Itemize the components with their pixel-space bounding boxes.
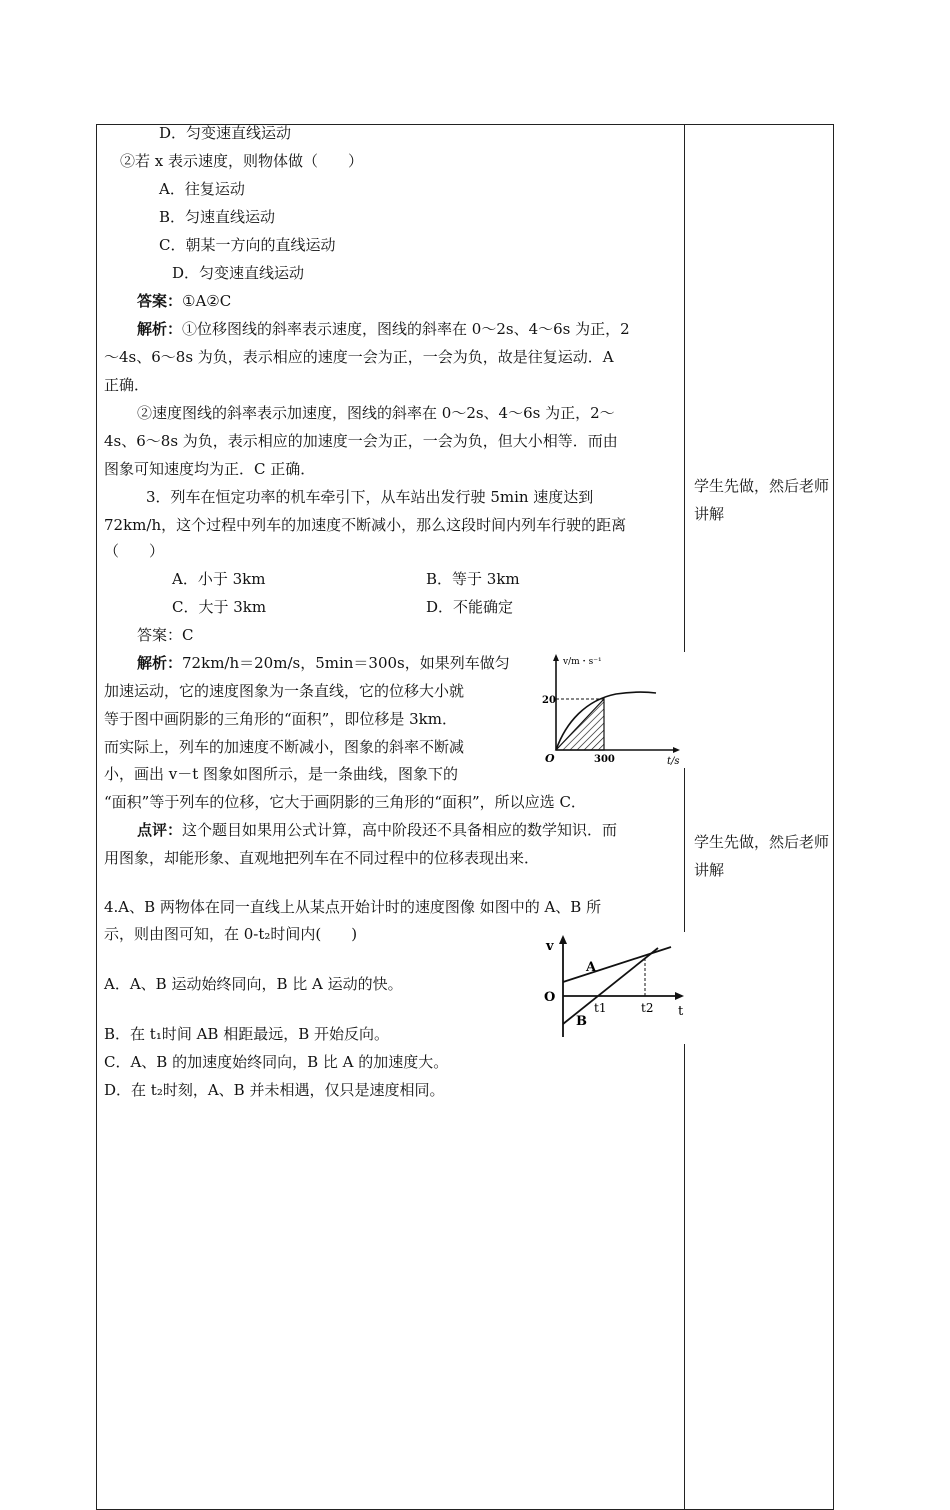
teaching-note: 学生先做，然后老师讲解 <box>694 477 830 523</box>
graph-x-label: t/s <box>667 756 680 767</box>
q3-option-c: C．大于 3km <box>172 598 267 616</box>
graph-t-label: t <box>678 1004 684 1019</box>
t2-label: t2 <box>641 1001 654 1015</box>
q2-option-b: B．匀速直线运动 <box>159 208 276 226</box>
graph-x-tick: 300 <box>594 754 615 765</box>
q3-analysis-line: 小，画出 v－t 图象如图所示，是一条曲线，图象下的 <box>104 765 459 783</box>
q3-analysis-line <box>137 653 510 673</box>
analysis-label: 解析： <box>137 654 183 672</box>
q2-answer <box>137 291 231 311</box>
graph-origin: O <box>544 990 556 1005</box>
q3-stem: （ ） <box>104 542 165 560</box>
analysis-text: ①位移图线的斜率表示速度，图线的斜率在 0～2s、4～6s 为正，2 <box>182 320 630 338</box>
q4-option-a: A．A、B 运动始终同向，B 比 A 运动的快。 <box>104 975 403 993</box>
analysis-text: 72km/h＝20m/s，5min＝300s，如果列车做匀 <box>182 654 510 672</box>
graph-origin: O <box>545 752 555 765</box>
q3-option-b: B．等于 3km <box>426 570 520 588</box>
analysis-label: 解析： <box>137 320 183 338</box>
q2-option-a: A．往复运动 <box>159 180 245 198</box>
q4-stem: 4.A、B 两物体在同一直线上从某点开始计时的速度图像 如图中的 A、B 所 <box>104 898 602 916</box>
q3-option-a: A．小于 3km <box>172 570 266 588</box>
q3-stem: 3．列车在恒定功率的机车牵引下，从车站出发行驶 5min 速度达到 <box>146 488 594 506</box>
teaching-note: 学生先做，然后老师讲解 <box>694 833 830 879</box>
q2-option-d: D．匀变速直线运动 <box>172 264 305 282</box>
q3-analysis-line: 而实际上，列车的加速度不断减小，图象的斜率不断减 <box>104 738 465 756</box>
line-b-label: B <box>576 1014 587 1029</box>
answer-label: 答案： <box>137 292 183 310</box>
q3-stem: 72km/h，这个过程中列车的加速度不断减小，那么这段时间内列车行驶的距离 <box>104 516 627 534</box>
q4-stem: 示，则由图可知，在 0-t₂时间内( ) <box>104 925 358 943</box>
q3-comment-line <box>137 820 617 840</box>
q2-prev-option-d: D．匀变速直线运动 <box>159 124 292 142</box>
q2-analysis-line: 4s、6～8s 为负，表示相应的加速度一会为正，一会为负，但大小相等．而由 <box>104 432 618 450</box>
comment-text: 这个题目如果用公式计算，高中阶段还不具备相应的数学知识．而 <box>182 821 618 839</box>
t1-label: t1 <box>594 1001 607 1015</box>
ab-vt-graph <box>538 932 688 1044</box>
q4-option-b: B．在 t₁时间 AB 相距最远，B 开始反向。 <box>104 1025 390 1043</box>
comment-label: 点评： <box>137 821 183 839</box>
q2-analysis-line: ②速度图线的斜率表示加速度，图线的斜率在 0～2s、4～6s 为正，2～ <box>137 404 615 422</box>
q3-analysis-line: “面积”等于列车的位移，它大于画阴影的三角形的“面积”，所以应选 C． <box>104 793 586 811</box>
q2-sub2-stem: ②若 x 表示速度，则物体做（ ） <box>120 152 363 170</box>
q4-option-d: D．在 t₂时刻，A、B 并未相遇，仅只是速度相同。 <box>104 1081 445 1099</box>
q2-option-c: C．朝某一方向的直线运动 <box>159 236 336 254</box>
line-a-label: A <box>586 960 597 975</box>
q3-analysis-line: 等于图中画阴影的三角形的“面积”，即位移是 3km． <box>104 710 457 728</box>
answer-value: ①A②C <box>182 292 232 310</box>
q3-answer: 答案：C <box>137 626 194 644</box>
q2-analysis-line: ～4s、6～8s 为负，表示相应的速度一会为正，一会为负，故是往复运动．A <box>104 348 614 366</box>
graph-v-label: v <box>546 939 554 954</box>
q2-analysis-line: 图象可知速度均为正．C 正确． <box>104 460 316 478</box>
q3-analysis-line: 加速运动，它的速度图象为一条直线，它的位移大小就 <box>104 682 465 700</box>
graph-y-tick: 20 <box>542 695 556 706</box>
q3-option-d: D．不能确定 <box>426 598 514 616</box>
column-divider <box>684 124 685 1510</box>
q4-option-c: C．A、B 的加速度始终同向，B 比 A 的加速度大。 <box>104 1053 449 1071</box>
q2-analysis-line: 正确． <box>104 376 150 394</box>
q3-comment-line: 用图象，却能形象、直观地把列车在不同过程中的位移表现出来． <box>104 849 540 867</box>
graph-y-label: v/m・s⁻¹ <box>563 657 602 667</box>
train-vt-graph <box>526 652 686 768</box>
q2-analysis-line <box>137 319 630 339</box>
